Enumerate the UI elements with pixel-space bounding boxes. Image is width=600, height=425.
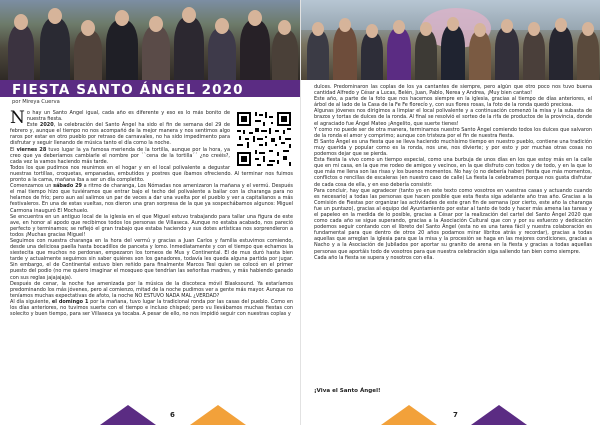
- orange-corner-triangle: [190, 405, 246, 425]
- article-title: FIESTA SANTO ÁNGEL 2020: [12, 82, 244, 98]
- paragraph: El viernes 28 tuvo lugar la ya famosa merienda de la tortilla, aunque por la hora, ya creo que ya deberíamos cambiarle el nombre por ``cena de la tortilla´´ ¿no creéis?, cada vez la vamos haciendo más tarde.: [10, 146, 230, 165]
- paragraph-intro: No hay un Santo Ángel igual, cada año es diferente y eso es lo más bonito de nuestra fiesta.: [10, 110, 230, 128]
- paragraph: Se encuentra en un antiguo local de la iglesia en el que Miguel estuvo trabajando para tallar una figura de este ave, en honor al apodo que recibimos todos los personas de Villaseca. Aunque no estaba acabado, nos pareció perfecto y terminamos; se reflejó el gran trabajo que estaba haciendo y sus dotes artísticas nos sorprendieron a todos ¡Muchas gracias Miguel!: [10, 213, 293, 238]
- paragraph: Este año, a parte de la foto que nos hacemos siempre en la iglesia, gracias al tiempo de días anteriores, el árbol de al lado de la Casa de la Fe Fe florecío y, con sus flores rosas, la foto de la ronda quedó preciosa.: [314, 96, 592, 109]
- article-body-left: [10, 110, 293, 402]
- page-number-left: 6: [170, 411, 175, 419]
- orange-corner-triangle: [381, 405, 437, 425]
- group-photo-left: [0, 0, 300, 80]
- right-page: [300, 0, 600, 425]
- paragraph: Algunas jóvenes nos dirigimos a limpiar el local polivalente y a continuación comenzó la misa y la subasta de brazos y tortas de dulces de la ronda. Al final se resolvió el sorteo de la rifa de productos de la provincia, donde el agraciado fue Ángel Mateo ¡Angelito, que suerte tienes!: [314, 108, 592, 127]
- paragraph: Cada año la fiesta se supera y nosotros con ella.: [314, 254, 434, 261]
- drop-cap: N: [10, 110, 25, 128]
- paragraph: Al día siguiente, el domingo 1 por la mañana, tuvo lugar la tradicional ronda por las casas del pueblo. Como en los días anteriores, no tuvimos suerte con el tiempo e incluso chispeó; pero vu llevábamos muchas fiestas con solecito y buen tiempo, para ser Villaseca ya tocaba. A pesar de ello, no nos impidió seguir con nuestras coplas y: [10, 298, 293, 318]
- purple-corner-triangle: [471, 405, 527, 425]
- paragraph: Todos los que pudimos nos reunimos en el hogar y en el local polivalente a degustar nuestras tortillas, croquetas, empanadas, embutidos y postres que íbamos ofreciendo. Al terminar nos fuimos pronto a la cama, mañana iba a ser un día completito.: [10, 164, 293, 184]
- paragraph: Seguimos con nuestra charanga en la hora del vermú y gracias a Juan Carlos y familia estuvimos comiendo, desde una deliciosa paella hasta bocadillos de panceta y lomo. Inmediatamente y con el tiempo que echamos la siestecita que muchos no perdonan, empezaron los torneos de Mus y Continental. El de mus duró hasta bien tarde y actualmente seguimos sin saber quiénes son los ganadores, todavía les queda alguna partida por jugar. Sin embargo, el de Continental estuvo bien reñido para finalmente Marcos Tesi quien se colocó en el primer puesto del podio (no me quiero imaginar el mosqueo que tendrían las señoritas madres, y más habiendo ganado con sus reglas jajajajaja).: [10, 237, 293, 281]
- paragraph: Esta fiesta la vivo como un tiempo especial, como una burbuja de unos días en los que estoy más en la calle que en mi casa, en la que me rodeo de amigos y vecinos, en la que disfruto con todos y de todo, y en la que lo que más me llena son las risas y los buenos momentos. No hay (o no debería haber) fiesta que más momentos, conflictos o rencillas de escaleras (en nuestro caso de calle) La fiesta la celebramos porque nos gusta disfrutar de cada cosa de ella, y en eso debería consistir.: [314, 157, 592, 188]
- paragraph: Comenzamos un sábado 29 a ritmo de charanga, Los Nómadas nos amenizaron la mañana y el vermú. Después el mal tiempo hizo que tuviéramos que entrar bajo el techo del polivalente a bailar con la charanga para no helarnos de frío; pero aun así salimos un par de veces a dar una vuelta por el pueblo y ver a capitalianos a más festivaleros. En una de estas vueltas, nos dieron una gran sorpresa de la que ya sospechábamos algunos: Miguel Carmona inauguró El Mochuelo.: [10, 183, 293, 214]
- closing-line: ¡Viva el Santo Ángel!: [314, 388, 381, 394]
- group-photo-right: [301, 0, 600, 80]
- article-byline: por Mireya Cuerva: [12, 99, 60, 105]
- paragraph: Para concluir, hay que agradecer (tanto yo en este texto como vosotros en vuestras casas y actuando cuando es necesario) a todas las personas que hacen posible que esta fiesta siga adelante año tras año. Gracias a la Comisión de Fiestas por organizar las actividades de este gran fin de semana (por cierto, este año la charanga fue un puntazo), gracias al equipo del Ayuntamiento por estar al tanto de todo y hacer más amena las tareas y el papeleo en la medida de lo posible, gracias a César por la realización del cartel del Santo Ángel 2020 que como cada año se sigue superando, gracias a la Asociación Cultural que con y por su esfuerzo y dedicación podemos seguir contando con el libreto del Santo Ángel (esta no es una tarea fácil y nuestra colaboración es fundamental para que dentro de otros 20 años podamos mirar libritos atrás y recordar), gracias a todas aquellas que arreglan la iglesia para que la misa y la procesión se haga en las mejores condiciones, gracias a Nacho y a la Asociación de Jubilados por aportar su granito de arena en la fiesta y gracias a todas aquellas personas que aportáis todo de vosotros para que nuestra celebración siga saliendo tan bien como siempre.: [314, 187, 592, 255]
- paragraph: dulces. Predominaron las coplas de los ya cantantes de siempre, pero algún que otro poco nos tuvo buena cantidad Alfredo y César a Lucas, Belén, Juan, Pablo, Nerea y Andrea, ¡Muy bien cantao!: [314, 84, 592, 97]
- article-body-right: [314, 84, 592, 386]
- paragraph: El Santo Ángel es una fiesta que se lleva haciendo muchísimo tiempo en nuestro pueblo, contiene una tradición muy querida y popular como es la ronda, nos une, nos divierte; y por esto y por muchas otras cosas no podemos dejar que se pierda.: [314, 138, 592, 158]
- paragraph: Después de cenar, la noche fue amenizada por la música de la discoteca móvil Blasksound. Ya estaríamos predominando los más jóvenes, pero al comienzo, mitad de la noche pudimos ver a gente más mayor. Aunque no teníamos muchas expectativas de afoto, la noche NO ESTUVO NADA MAL ¿VERDAD?: [10, 280, 293, 299]
- page-number-right: 7: [453, 411, 458, 419]
- purple-corner-triangle: [100, 405, 156, 425]
- paragraph: Y como no puede ser de otra manera, terminamos nuestro Santo Ángel comiendo todos los dulces que salvaron de la ronda el amor y comprimo; aunque con tristeza por el fin de nuestra fiesta.: [314, 126, 592, 139]
- qr-code[interactable]: [235, 110, 293, 168]
- paragraph: Este 2020, la celebración del Santo Ángel ha sido el fin de semana del 29 de febrero y, aunque el tiempo no nos acompañó de la mejor manera y nos sentimos algo raros por estar en otro pueblo por retraso de carnavales, no ha sido impedimento para disfrutar y seguir llenando de música tanto el día como la noche.: [10, 122, 230, 147]
